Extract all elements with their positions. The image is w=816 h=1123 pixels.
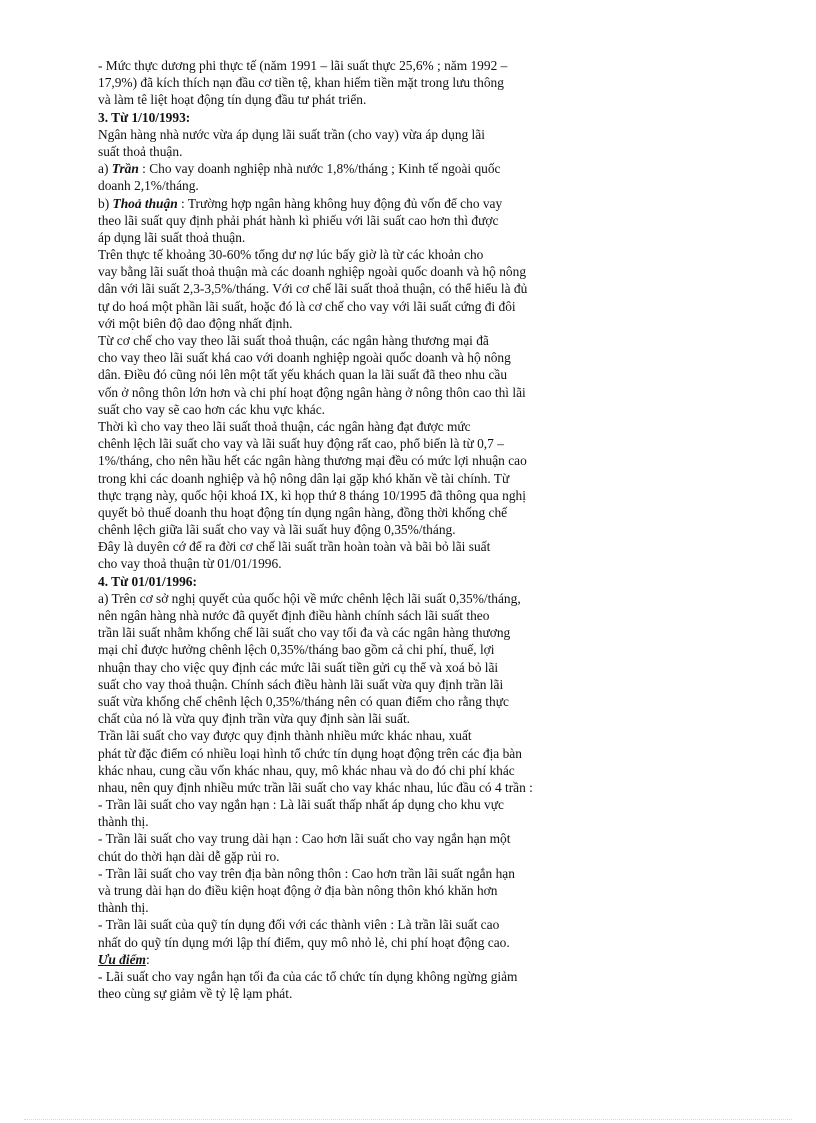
text-line: quyết bỏ thuế doanh thu hoạt động tín dụng ngân hàng, đồng thời khống chế: [98, 504, 508, 520]
item-label: b): [98, 195, 113, 211]
paragraph-resolution: [98, 590, 638, 728]
text-line: - Trần lãi suất cho vay trung dài hạn : Cao hơn lãi suất cho vay ngắn hạn một: [98, 831, 511, 847]
text-line: - Trần lãi suất cho vay ngắn hạn : Là lãi suất thấp nhất áp dụng cho khu vực: [98, 797, 504, 813]
text-line: nhuận thay cho việc quy định các mức lãi suất tiền gửi cụ thể và xoá bỏ lãi: [98, 659, 499, 675]
text-line: dân. Điều đó cũng nói lên một tất yếu khách quan la lãi suất đã theo nhu cầu: [98, 367, 508, 383]
advantages-colon: :: [145, 951, 150, 967]
text-line: 1%/tháng, cho nên hầu hết các ngân hàng thương mại đều có mức lợi nhuận cao: [98, 453, 527, 469]
text-line: và trung dài hạn do điều kiện hoạt động ở địa bàn nông thôn khó khăn hơn: [98, 883, 498, 898]
item-label: a): [98, 161, 112, 177]
text-line: [98, 160, 638, 177]
text-line: Trần lãi suất cho vay được quy định thành nhiều mức khác nhau, xuất: [98, 728, 472, 744]
paragraph-mechanism: [98, 332, 638, 418]
advantages-heading: [98, 951, 638, 968]
item-text: : Cho vay doanh nghiệp nhà nước 1,8%/tháng ; Kinh tế ngoài quốc: [138, 161, 501, 177]
text-line: suất cho vay sẽ cao hơn các khu vực khác.: [98, 401, 326, 417]
text-line: chênh lệch giữa lãi suất cho vay và lãi suất huy động 0,35%/tháng.: [98, 522, 456, 538]
text-line: thực trạng này, quốc hội khoá IX, kì họp thứ 8 tháng 10/1995 đã thông qua nghị: [98, 487, 526, 503]
text-line: Đây là duyên cớ để ra đời cơ chế lãi suất trần hoàn toàn và bãi bỏ lãi suất: [98, 539, 491, 555]
text-line: theo lãi suất quy định phải phát hành kì phiếu với lãi suất cao hơn thì được: [98, 212, 499, 228]
paragraph-reason: [98, 538, 638, 572]
text-line: vay bằng lãi suất thoả thuận mà các doanh nghiệp ngoài quốc doanh và hộ nông: [98, 264, 527, 280]
text-line: Ngân hàng nhà nước vừa áp dụng lãi suất trần (cho vay) vừa áp dụng lãi: [98, 126, 485, 142]
text-line: - Lãi suất cho vay ngắn hạn tối đa của các tổ chức tín dụng không ngừng giảm: [98, 968, 518, 984]
term-negotiated: Thoả thuận: [112, 195, 178, 211]
text-line: nhau, nên quy định nhiều mức trần lãi suất cho vay khác nhau, lúc đầu có 4 trần :: [98, 779, 533, 795]
term-ceiling: Trần: [111, 161, 139, 177]
paragraph-period: [98, 418, 638, 538]
paragraph-ceiling-levels: [98, 727, 638, 796]
text-line: doanh 2,1%/tháng.: [98, 178, 199, 194]
text-line: vốn ở nông thôn lớn hơn và chi phí hoạt động ngân hàng ở nông thôn cao thì lãi: [98, 384, 526, 400]
paragraph-advantage: [98, 968, 638, 1002]
text-line: chất của nó là vừa quy định trần vừa quy định sàn lãi suất.: [98, 711, 411, 727]
text-line: trong khi các doanh nghiệp và hộ nông dân lại gặp khó khăn về tài chính. Từ: [98, 470, 510, 486]
text-line: tự do hoá một phần lãi suất, hoặc đó là cơ chế cho vay với lãi suất cứng đi đôi: [98, 298, 516, 314]
section-heading-4: 4. Từ 01/01/1996:: [98, 573, 197, 589]
text-line: mại chỉ được hưởng chênh lệch 0,35%/tháng bao gồm cả chi phí, thuế, lợi: [98, 642, 495, 658]
text-line: nên ngân hàng nhà nước đã quyết định điều hành chính sách lãi suất theo: [98, 608, 490, 623]
paragraph-real-interest: [98, 57, 638, 109]
list-item: [98, 796, 638, 830]
item-text: : Trường hợp ngân hàng không huy động đủ vốn để cho vay: [177, 195, 503, 211]
text-line: thành thị.: [98, 814, 149, 830]
text-line: thành thị.: [98, 900, 149, 916]
list-item: [98, 830, 638, 864]
text-line: suất thoả thuận.: [98, 143, 183, 159]
section-heading-3: 3. Từ 1/10/1993:: [98, 109, 191, 125]
text-line: nhất do quỹ tín dụng mới lập thí điểm, quy mô nhỏ lẻ, chi phí hoạt động cao.: [98, 934, 510, 950]
text-line: và làm tê liệt hoạt động tín dụng đầu tư phát triển.: [98, 92, 367, 108]
paragraph-ceiling-intro: [98, 126, 638, 160]
text-line: - Trần lãi suất cho vay trên địa bàn nông thôn : Cao hơn trần lãi suất ngắn hạn: [98, 865, 515, 881]
text-line: áp dụng lãi suất thoả thuận.: [98, 229, 246, 245]
text-line: 17,9%) đã kích thích nạn đầu cơ tiền tệ, khan hiếm tiền mặt trong lưu thông: [98, 75, 504, 91]
text-line: chênh lệch lãi suất cho vay và lãi suất huy động rất cao, phổ biến là từ 0,7 –: [98, 436, 504, 452]
text-line: phát từ đặc điểm có nhiều loại hình tổ chức tín dụng hoạt động trên các địa bàn: [98, 745, 522, 761]
text-line: khác nhau, cung cầu vốn khác nhau, quy, mô khác nhau và do đó chi phí khác: [98, 762, 515, 778]
paragraph-practice: [98, 246, 638, 332]
text-line: cho vay thoả thuận từ 01/01/1996.: [98, 556, 282, 572]
text-line: dân với lãi suất 2,3-3,5%/tháng. Với cơ chế lãi suất thoả thuận, có thể hiểu là đủ: [98, 281, 528, 297]
item-b-negotiated: [98, 195, 638, 247]
advantages-label: Ưu điểm: [98, 951, 146, 967]
text-line: Thời kì cho vay theo lãi suất thoả thuận, các ngân hàng đạt được mức: [98, 418, 471, 434]
text-line: với một biên độ dao động nhất định.: [98, 315, 293, 331]
text-line: Trên thực tế khoảng 30-60% tổng dư nợ lúc bấy giờ là từ các khoản cho: [98, 247, 484, 263]
text-line: suất cho vay thoả thuận. Chính sách điều hành lãi suất vừa quy định trần lãi: [98, 676, 504, 692]
text-line: a) Trên cơ sở nghị quyết của quốc hội về mức chênh lệch lãi suất 0,35%/tháng,: [98, 590, 521, 606]
text-line: cho vay theo lãi suất khá cao với doanh nghiệp ngoài quốc doanh và hộ nông: [98, 350, 511, 366]
document-page: [98, 57, 638, 1002]
text-line: suất vừa khống chế chênh lệch 0,35%/tháng nên có quan điểm cho rằng thực: [98, 693, 509, 709]
list-item: [98, 865, 638, 917]
text-line: trần lãi suất nhằm khống chế lãi suất cho vay tối đa và các ngân hàng thương: [98, 625, 511, 641]
item-a-ceiling: [98, 160, 638, 194]
text-line: chút do thời hạn dài dễ gặp rủi ro.: [98, 848, 280, 864]
text-line: - Trần lãi suất của quỹ tín dụng đối với các thành viên : Là trần lãi suất cao: [98, 917, 500, 933]
text-line: - Mức thực dương phi thực tế (năm 1991 – lãi suất thực 25,6% ; năm 1992 –: [98, 58, 508, 73]
text-line: [98, 195, 638, 212]
text-line: theo cùng sự giảm về tỷ lệ lạm phát.: [98, 986, 293, 1002]
text-line: Từ cơ chế cho vay theo lãi suất thoả thuận, các ngân hàng thương mại đã: [98, 333, 489, 348]
list-item: [98, 916, 638, 950]
page-bottom-rule: [24, 1119, 792, 1120]
